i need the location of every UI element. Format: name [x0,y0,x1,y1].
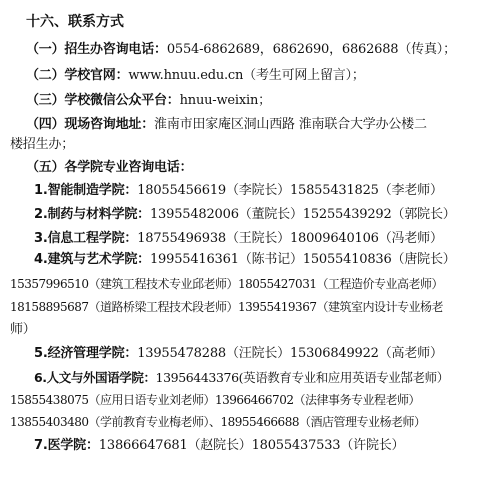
wechat-label: （三）学校微信公众平台： [26,93,180,108]
college-entry-3 [34,230,482,248]
wechat-value: hnuu-weixin； [179,93,271,108]
college-6-contacts-line-3: 13855403480（学前教育专业梅老师）、18955466688（酒店管理专业杨老师） [10,415,426,429]
college-entry-2 [34,206,482,224]
address-line [26,116,482,134]
college-4-contacts-line-4: 师） [10,322,36,337]
wechat-line [26,92,482,110]
admissions-phone-label: （一）招生办咨询电话： [26,42,167,57]
college-phone: 19955416361（陈书记）15055410836（唐院长） [149,252,456,267]
college-phone: 13955482006（董院长）15255439292（郭院长） [149,207,456,222]
address-continuation: 楼招生办； [10,137,75,152]
website-label: （二）学校官网： [26,68,129,83]
college-label: 1.智能制造学院： [34,183,138,198]
college-entry-4 [34,251,482,269]
college-phone: 13866647681（赵院长）18055437533（许院长） [98,438,405,453]
college-4-contacts-line-3: 18158895687（道路桥梁工程技术段老师）13955419367（建筑室内设计专业杨老 [10,300,443,314]
college-phone: 18755496938（王院长）18009640106（冯老师） [137,231,443,246]
college-label: 4.建筑与艺术学院： [34,252,150,267]
college-phone: 13955478288（汪院长）15306849922（高老师） [137,346,443,361]
address-label: （四）现场咨询地址： [26,117,155,132]
college-entry-1 [34,182,482,200]
address-value: 淮南市田家庵区洞山西路 淮南联合大学办公楼二 [154,117,427,132]
college-label: 2.制药与材料学院： [34,207,150,222]
college-entry-5 [34,345,482,363]
college-label: 7.医学院： [34,438,99,453]
admissions-phone-line [26,41,482,59]
college-phone: 13956443376(英语教育专业和应用英语专业郜老师） [155,370,449,385]
college-phones-heading: （五）各学院专业咨询电话： [26,160,193,175]
college-label: 5.经济管理学院： [34,346,138,361]
college-entry-7 [34,437,482,455]
college-6-contacts-line-2: 15855438075（应用日语专业刘老师）13966466702（法律事务专业程老师） [10,393,420,407]
college-entry-6 [34,369,482,387]
college-label: 6.人文与外国语学院： [34,370,156,385]
college-phone: 18055456619（李院长）15855431825（李老师） [137,183,443,198]
college-4-contacts-line-2: 15357996510（建筑工程技术专业邱老师）18055427031（工程造价专业高老师） [10,277,443,291]
section-title: 十六、联系方式 [26,14,124,30]
admissions-phone-value: 0554-6862689，6862690，6862688（传真）； [166,42,456,57]
college-label: 3.信息工程学院： [34,231,138,246]
website-value: www.hnuu.edu.cn（考生可网上留言）； [128,68,365,83]
website-line [26,67,482,85]
